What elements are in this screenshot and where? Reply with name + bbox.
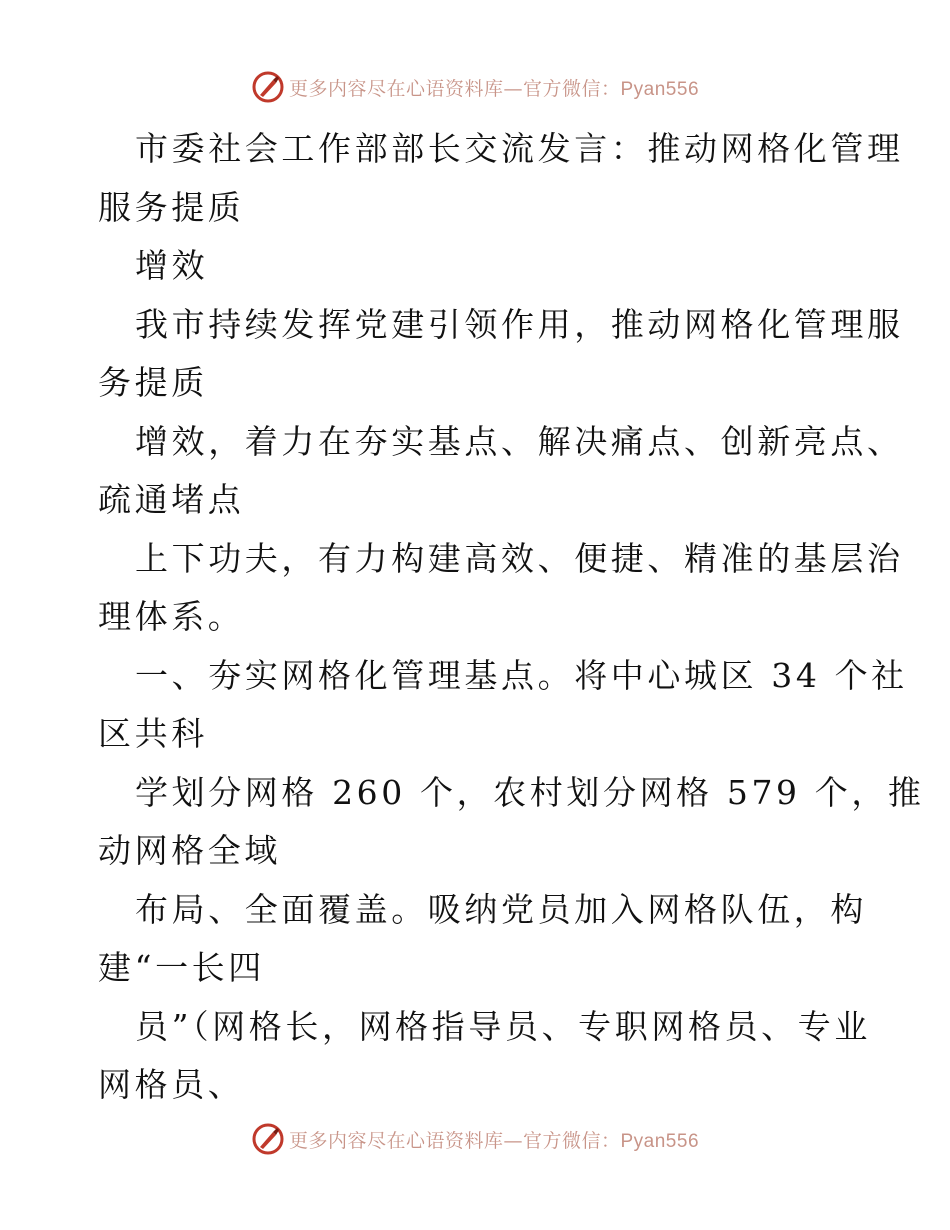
text-line: 布局、全面覆盖。吸纳党员加入网格队伍，构 xyxy=(135,889,867,929)
text-line: 理体系。 xyxy=(98,597,245,636)
pen-seal-logo-icon xyxy=(251,1122,285,1156)
pen-seal-logo-icon xyxy=(251,70,285,104)
text-line: 建“一长四 xyxy=(98,948,265,987)
text-line: 我市持续发挥党建引领作用，推动网格化管理服 xyxy=(135,304,904,344)
text-line: 员”（网格长，网格指导员、专职网格员、专业 xyxy=(135,1006,871,1046)
header-watermark xyxy=(0,70,950,104)
text-line: 务提质 xyxy=(98,363,208,402)
watermark-text: 更多内容尽在心语资料库—官方微信：Pyan556 xyxy=(288,77,700,100)
text-line: 动网格全域 xyxy=(98,831,281,870)
text-line: 市委社会工作部部长交流发言：推动网格化管理 xyxy=(135,129,904,168)
watermark-text: 更多内容尽在心语资料库—官方微信：Pyan556 xyxy=(288,1129,700,1152)
text-line: 增效，着力在夯实基点、解决痛点、创新亮点、 xyxy=(135,421,904,461)
text-line: 网格员、 xyxy=(98,1065,245,1104)
text-line: 区共科 xyxy=(98,714,208,753)
text-line: 一、夯实网格化管理基点。将中心城区 34 个社 xyxy=(135,655,908,695)
text-line: 疏通堵点 xyxy=(98,480,245,519)
footer-watermark xyxy=(0,1122,950,1156)
text-line: 上下功夫，有力构建高效、便捷、精准的基层治 xyxy=(135,538,904,578)
text-line: 服务提质 xyxy=(98,187,245,227)
text-line: 学划分网格 260 个，农村划分网格 579 个，推 xyxy=(135,772,925,812)
text-line: 增效 xyxy=(135,246,209,285)
document-body xyxy=(98,120,925,1115)
